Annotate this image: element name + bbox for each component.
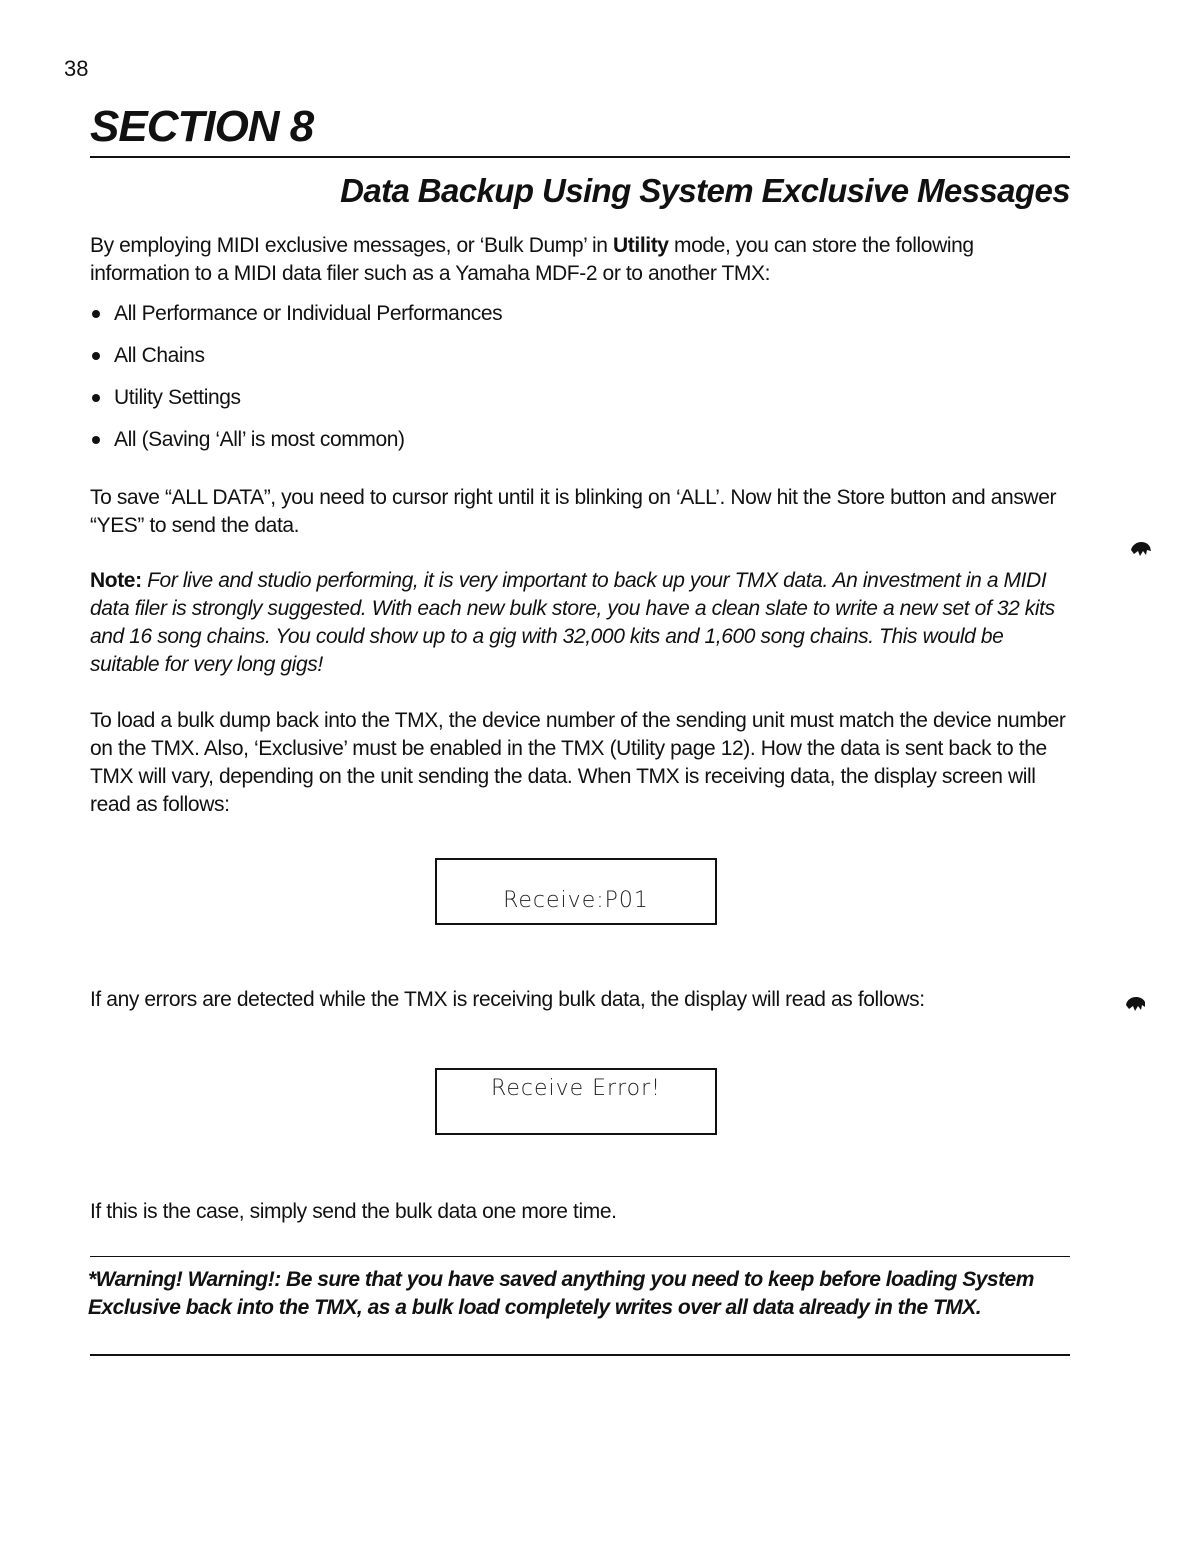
list-item-text: All Performance or Individual Performances [114, 302, 503, 325]
list-item [90, 342, 502, 384]
intro-text-start: By employing MIDI exclusive messages, or ‘Bulk Dump’ in [90, 234, 614, 257]
intro-text-end: mode, you can store the following information to a MIDI data filer such as a Yamaha MDF-2 or to another TMX: [90, 234, 974, 285]
list-item [90, 384, 502, 426]
errors-paragraph: If any errors are detected while the TMX is receiving bulk data, the display will read as follows: [90, 988, 925, 1011]
page-number: 38 [64, 56, 89, 81]
bullet-icon [92, 352, 100, 360]
binder-hole-mark-icon [1130, 538, 1152, 558]
list-item-text: All Chains [114, 344, 205, 367]
intro-paragraph [90, 232, 1075, 288]
binder-hole-mark-icon [1124, 992, 1146, 1012]
retry-paragraph: If this is the case, simply send the bulk data one more time. [90, 1200, 617, 1223]
section-title: SECTION 8 [90, 102, 314, 151]
warning-paragraph: *Warning! Warning!: Be sure that you have saved anything you need to keep before loading System Exclusive back into the TMX, as a bulk load completely writes over all data already in the TMX. [88, 1268, 1034, 1319]
utility-mode-label: Utility [613, 234, 669, 257]
storable-data-list [90, 300, 502, 468]
list-item-text: All (Saving ‘All’ is most common) [114, 428, 405, 451]
warning-top-divider [90, 1256, 1070, 1257]
display-receive-screen: Receive:P01 [435, 858, 717, 925]
list-item [90, 300, 502, 342]
note-text: For live and studio performing, it is very important to back up your TMX data. An investment in a MIDI data filer is strongly suggested. With each new bulk store, you have a clean slate to write a new set of 32 kits and 16 song chains. You could show up to a gig with 32,000 kits and 1,600 song chains. This would be suitable for very long gigs! [90, 569, 1055, 676]
title-divider [90, 156, 1070, 158]
display-error-screen: Receive Error! [435, 1068, 717, 1135]
bullet-icon [92, 436, 100, 444]
save-paragraph: To save “ALL DATA”, you need to cursor right until it is blinking on ‘ALL’. Now hit the Store button and answer “YES” to send the data. [90, 486, 1057, 537]
list-item-text: Utility Settings [114, 386, 241, 409]
note-paragraph [90, 567, 1075, 679]
warning-bottom-divider [90, 1354, 1070, 1356]
note-label: Note: [90, 569, 142, 592]
list-item [90, 426, 502, 468]
page-subtitle: Data Backup Using System Exclusive Messages [340, 172, 1070, 209]
load-paragraph: To load a bulk dump back into the TMX, the device number of the sending unit must match the device number on the TMX. Also, ‘Exclusive’ must be enabled in the TMX (Utility page 12). How the data is sent back to the TMX will vary, depending on the unit sending the data. When TMX is receiving data, the display screen will read as follows: [90, 709, 1066, 816]
bullet-icon [92, 310, 100, 318]
bullet-icon [92, 394, 100, 402]
